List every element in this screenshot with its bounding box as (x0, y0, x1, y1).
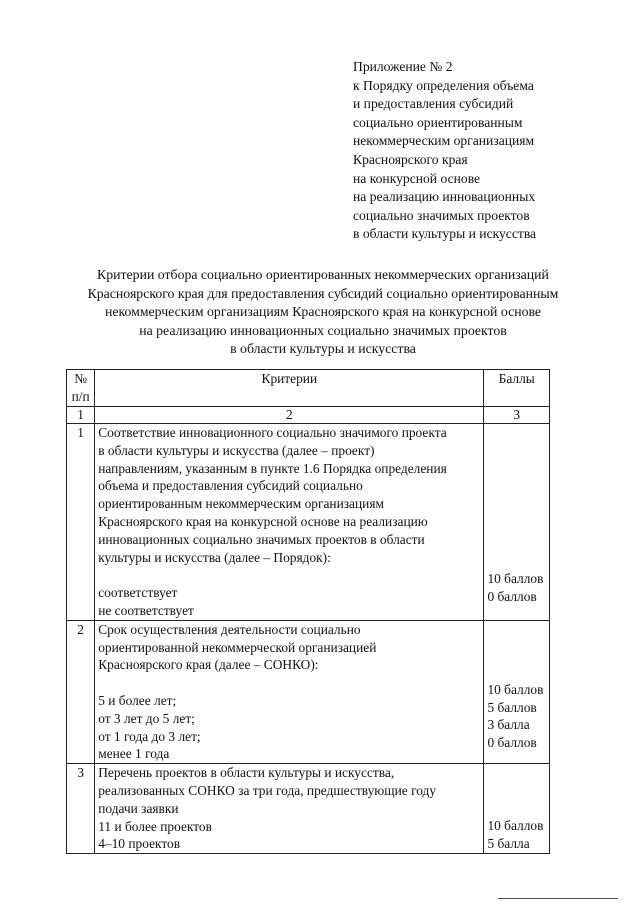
score-value: 10 баллов (487, 681, 544, 697)
criterion-text: культуры и искусства (далее – Порядок): (98, 549, 331, 565)
criterion-text: Соответствие инновационного социально значимого проекта (98, 425, 447, 440)
score-value: 0 баллов (487, 735, 537, 751)
row-number: 2 (67, 620, 95, 763)
score-value: 5 балла (487, 835, 530, 851)
document-title (40, 266, 606, 359)
appendix-line: Приложение № 2 (353, 59, 453, 74)
criterion-text: ориентированной некоммерческой организацией (98, 639, 377, 655)
score-value: 3 балла (487, 717, 530, 733)
appendix-line: на конкурсной основе (353, 170, 481, 186)
appendix-line: к Порядку определения объема (353, 77, 534, 93)
table-row (67, 424, 550, 621)
column-number-row (67, 407, 550, 424)
criterion-text: Перечень проектов в области культуры и искусства, (98, 765, 395, 781)
header-criteria-cell: Критерии (95, 370, 484, 407)
criterion-text: направлениям, указанным в пункте 1.6 Порядка определения (98, 460, 447, 476)
page-edge-line (498, 898, 618, 899)
criterion-option: не соответствует (98, 602, 194, 618)
criterion-text: Красноярского края на конкурсной основе на реализацию (98, 513, 428, 529)
criterion-text: ориентированным некоммерческим организациям (98, 496, 384, 512)
appendix-line: некоммерческим организациям (353, 133, 535, 149)
criterion-option: 5 и более лет; (98, 692, 177, 708)
column-number: 3 (484, 407, 550, 424)
score-cell (484, 424, 550, 621)
criteria-table (66, 369, 550, 854)
score-value: 10 баллов (487, 818, 544, 834)
table-header-row (67, 370, 550, 407)
criterion-text: Срок осуществления деятельности социально (98, 621, 361, 637)
criterion-option: от 3 лет до 5 лет; (98, 710, 195, 726)
header-points-cell: Баллы (484, 370, 550, 407)
row-number: 1 (67, 424, 95, 621)
title-line: в области культуры и искусства (230, 341, 416, 357)
criterion-text: в области культуры и искусства (далее – проект) (98, 442, 375, 458)
appendix-heading (353, 58, 536, 244)
criterion-cell (95, 620, 484, 763)
score-value: 0 баллов (487, 588, 537, 604)
criterion-cell (95, 424, 484, 621)
appendix-line: на реализацию инновационных (353, 189, 536, 205)
criterion-text: объема и предоставления субсидий социально (98, 478, 363, 494)
row-number: 3 (67, 764, 95, 854)
score-cell (484, 620, 550, 763)
appendix-line: в области культуры и искусства (353, 226, 537, 242)
criterion-option: соответствует (98, 585, 178, 601)
criterion-text: Красноярского края (далее – СОНКО): (98, 657, 319, 673)
title-line: Критерии отбора социально ориентированных некоммерческих организаций (97, 267, 549, 282)
criterion-option: от 1 года до 3 лет; (98, 728, 201, 744)
table-row (67, 764, 550, 854)
appendix-line: Красноярского края (353, 151, 468, 167)
title-line: некоммерческим организациям Красноярского края на конкурсной основе (104, 304, 542, 320)
column-number: 1 (67, 407, 95, 424)
appendix-line: социально значимых проектов (353, 207, 530, 223)
score-value: 5 баллов (487, 699, 537, 715)
score-cell (484, 764, 550, 854)
appendix-line: и предоставления субсидий (353, 96, 514, 112)
criterion-text: инновационных социально значимых проектов в области (98, 531, 425, 547)
criterion-option: 4–10 проектов (98, 836, 181, 852)
column-number: 2 (95, 407, 484, 424)
appendix-line: социально ориентированным (353, 114, 523, 130)
title-line: на реализацию инновационных социально значимых проектов (139, 322, 507, 338)
criterion-cell (95, 764, 484, 854)
criterion-option: менее 1 года (98, 746, 170, 762)
criterion-text: реализованных СОНКО за три года, предшествующие году (98, 782, 437, 798)
header-number-symbol: № (74, 371, 87, 386)
criterion-option: 11 и более проектов (98, 818, 212, 834)
table-row (67, 620, 550, 763)
criterion-text: подачи заявки (98, 800, 179, 816)
header-number-abbr: п/п (71, 388, 90, 404)
title-line: Красноярского края для предоставления субсидий социально ориентированным (87, 285, 559, 301)
header-number-cell (67, 370, 95, 407)
score-value: 10 баллов (487, 571, 544, 586)
